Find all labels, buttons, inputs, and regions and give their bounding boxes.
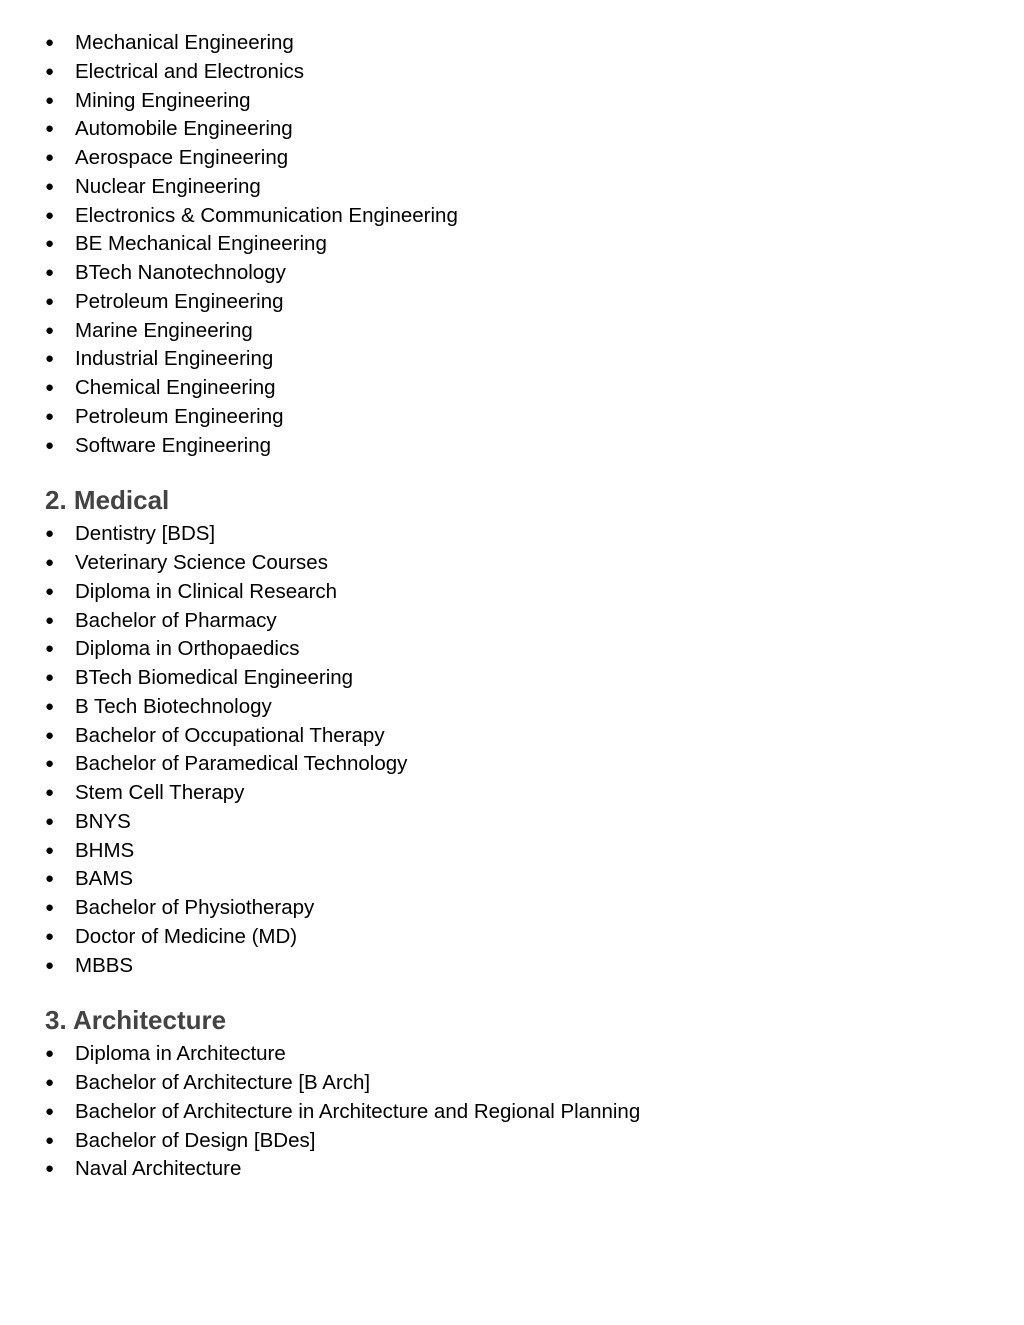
list-item-label: BTech Biomedical Engineering — [75, 666, 354, 689]
bullet-icon: ● — [45, 91, 55, 109]
list-item — [0, 635, 1024, 664]
bullet-icon: ● — [45, 525, 55, 543]
list-item-label: Aerospace Engineering — [75, 146, 289, 169]
bullet-icon: ● — [45, 34, 55, 51]
list-item — [0, 144, 1024, 173]
list-item-label: Bachelor of Occupational Therapy — [75, 723, 385, 747]
bullet-icon: ● — [45, 1160, 55, 1178]
bullet-icon: ● — [45, 582, 55, 600]
bullet-icon: ● — [45, 436, 55, 454]
list-item-label: BHMS — [75, 838, 135, 862]
list-item — [0, 374, 1024, 403]
list-item-label: BNYS — [75, 809, 131, 833]
bullet-icon: ● — [45, 812, 55, 830]
list-item — [0, 403, 1024, 432]
list-item-label: Diploma in Orthopaedics — [75, 637, 300, 661]
list-item — [0, 693, 1024, 722]
list-item — [0, 202, 1024, 231]
bullet-icon: ● — [45, 120, 55, 138]
course-list — [0, 520, 1024, 980]
list-item-label: Petroleum Engineering — [75, 289, 284, 313]
bullet-icon: ● — [45, 1131, 55, 1149]
list-item-label: Bachelor of Architecture [B Arch] — [75, 1071, 371, 1094]
bullet-icon: ● — [45, 669, 55, 686]
list-item-label: Bachelor of Paramedical Technology — [75, 752, 408, 776]
list-item — [0, 549, 1024, 578]
list-item-label: Nuclear Engineering — [75, 174, 261, 198]
list-item — [0, 1040, 1024, 1069]
list-item — [0, 607, 1024, 636]
bullet-icon: ● — [45, 379, 55, 396]
bullet-icon: ● — [45, 784, 55, 801]
bullet-icon: ● — [45, 321, 55, 339]
list-item — [0, 865, 1024, 894]
section-heading: 3. Architecture — [45, 1005, 227, 1036]
list-item — [0, 87, 1024, 116]
list-item-label: Automobile Engineering — [75, 117, 293, 141]
course-list — [0, 29, 1024, 460]
bullet-icon: ● — [45, 841, 55, 859]
list-item-label: Diploma in Architecture — [75, 1042, 286, 1066]
list-item — [0, 664, 1024, 693]
list-item-label: Mechanical Engineering — [75, 31, 294, 54]
list-item — [0, 837, 1024, 866]
bullet-icon: ● — [45, 956, 55, 974]
section-spacer — [0, 980, 1024, 1001]
list-item-label: Bachelor of Pharmacy — [75, 608, 277, 632]
list-item-label: MBBS — [75, 953, 134, 977]
list-item — [0, 345, 1024, 374]
list-item-label: Electronics & Communication Engineering — [75, 203, 458, 227]
list-item-label: Software Engineering — [75, 433, 272, 457]
list-item — [0, 58, 1024, 87]
list-item — [0, 230, 1024, 259]
bullet-icon: ● — [45, 235, 55, 253]
bullet-icon: ● — [45, 611, 55, 629]
list-item — [0, 259, 1024, 288]
bullet-icon: ● — [45, 62, 55, 80]
list-item — [0, 923, 1024, 952]
bullet-icon: ● — [45, 149, 55, 166]
list-item-label: Chemical Engineering — [75, 376, 276, 399]
bullet-icon: ● — [45, 554, 55, 571]
list-item-label: BE Mechanical Engineering — [75, 232, 327, 256]
list-item — [0, 952, 1024, 981]
section-heading: 2. Medical — [45, 485, 170, 516]
bullet-icon: ● — [45, 177, 55, 195]
bullet-icon: ● — [45, 927, 55, 945]
list-item — [0, 779, 1024, 808]
list-item — [0, 1098, 1024, 1127]
bullet-icon: ● — [45, 1074, 55, 1091]
list-item-label: Bachelor of Physiotherapy — [75, 896, 315, 919]
bullet-icon: ● — [45, 870, 55, 888]
list-item — [0, 722, 1024, 751]
list-item-label: Electrical and Electronics — [75, 59, 305, 83]
list-item — [0, 1155, 1024, 1184]
list-item — [0, 317, 1024, 346]
list-item — [0, 1069, 1024, 1098]
list-item-label: Naval Architecture — [75, 1157, 242, 1181]
bullet-icon: ● — [45, 350, 55, 368]
bullet-icon: ● — [45, 726, 55, 744]
list-item-label: Industrial Engineering — [75, 347, 274, 371]
list-item-label: BAMS — [75, 867, 134, 891]
bullet-icon: ● — [45, 697, 55, 715]
list-item-label: B Tech Biotechnology — [75, 694, 272, 718]
bullet-icon: ● — [45, 1045, 55, 1063]
list-item-label: Dentistry [BDS] — [75, 522, 216, 546]
list-item-label: Bachelor of Design [BDes] — [75, 1128, 316, 1152]
list-item-label: Diploma in Clinical Research — [75, 579, 338, 603]
bullet-icon: ● — [45, 292, 55, 310]
list-item-label: Mining Engineering — [75, 88, 251, 112]
course-list — [0, 1040, 1024, 1184]
section-spacer — [0, 460, 1024, 481]
bullet-icon: ● — [45, 1102, 55, 1120]
list-item — [0, 894, 1024, 923]
list-item — [0, 808, 1024, 837]
list-item — [0, 432, 1024, 461]
bullet-icon: ● — [45, 264, 55, 281]
bullet-icon: ● — [45, 206, 55, 224]
list-item-label: Doctor of Medicine (MD) — [75, 924, 298, 948]
list-item — [0, 288, 1024, 317]
list-item — [0, 115, 1024, 144]
list-item-label: Veterinary Science Courses — [75, 551, 328, 574]
bullet-icon: ● — [45, 640, 55, 658]
list-item — [0, 520, 1024, 549]
list-item — [0, 29, 1024, 58]
list-item — [0, 1127, 1024, 1156]
list-item-label: Petroleum Engineering — [75, 404, 284, 428]
list-item — [0, 173, 1024, 202]
list-item — [0, 750, 1024, 779]
list-item-label: Stem Cell Therapy — [75, 781, 245, 804]
list-item-label: Bachelor of Architecture in Architecture and Regional Planning — [75, 1099, 641, 1123]
bullet-icon: ● — [45, 899, 55, 916]
list-item-label: BTech Nanotechnology — [75, 261, 286, 284]
list-item-label: Marine Engineering — [75, 318, 253, 342]
list-item — [0, 578, 1024, 607]
bullet-icon: ● — [45, 755, 55, 773]
bullet-icon: ● — [45, 407, 55, 425]
